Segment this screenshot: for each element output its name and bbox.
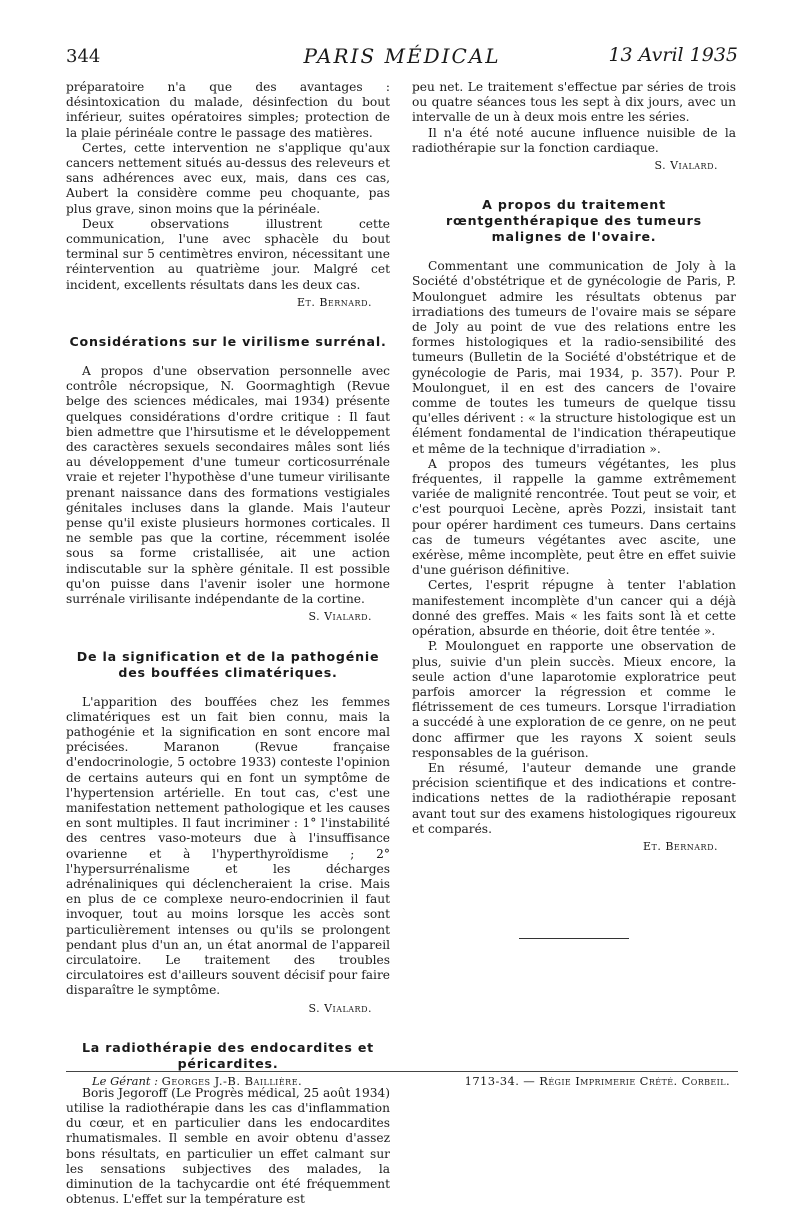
right-column [412, 80, 736, 939]
footer-manager [92, 1074, 302, 1088]
separator-rule [519, 938, 629, 939]
paragraph: Boris Jegoroff (Le Progrès médical, 25 août 1934) utilise la radiothérapie dans les cas d'inflammation du cœur, et en particulier dans les endocardites rhumatismales. Il semble en avoir obtenu d'assez bons résultats, en particulier un effet calmant sur les sensations subjectives des malades, la diminution de la tachycardie ont été fréquemment obtenus. L'effet sur la température est [66, 1085, 390, 1207]
footer-printer: 1713-34. — Régie Imprimerie Crété. Corbeil. [464, 1074, 730, 1088]
author-signature: Et. Bernard. [296, 295, 372, 309]
paragraph: Il n'a été noté aucune influence nuisible de la radiothérapie sur la fonction cardiaque. [412, 125, 736, 155]
footer-manager-name: Georges J.-B. Baillière. [161, 1074, 303, 1088]
paragraph: Certes, cette intervention ne s'applique qu'aux cancers nettement situés au-dessus des releveurs et sans adhérences avec eux, mais, dans ces cas, Aubert la considère comme peu choquante, pas plus grave, sinon moins que la périnéale. [66, 140, 390, 216]
page-number: 344 [66, 46, 101, 67]
paragraph: En résumé, l'auteur demande une grande précision scientifique et des indications et contre-indications nettes de la radiothérapie reposant avant tout sur des examens histologiques rigoureux et comparés. [412, 760, 736, 836]
journal-title: PARIS MÉDICAL [303, 44, 501, 68]
article-title-virilisme: Considérations sur le virilisme surrénal. [69, 334, 387, 350]
paragraph: peu net. Le traitement s'effectue par séries de trois ou quatre séances tous les sept à dix jours, avec un intervalle de un à deux mois entre les séries. [412, 80, 736, 125]
author-signature: S. Vialard. [308, 1001, 372, 1015]
author-signature: S. Vialard. [308, 610, 372, 624]
paragraph: P. Moulonguet en rapporte une observation de plus, suivie d'un plein succès. Mieux encore, la seule action d'une laparotomie exploratrice peut parfois amorcer la régression et comme le flétrissement de ces tumeurs. Lorsque l'irradiation a succédé à une exploration de ce genre, on ne peut donc affirmer que les rayons X soient seuls responsables de la guérison. [412, 639, 736, 760]
paragraph: Deux observations illustrent cette communication, l'une avec sphacèle du bout terminal sur 5 centimètres environ, nécessitant une réintervention au quatrième jour. Malgré cet incident, excellents résultats dans les deux cas. [66, 216, 390, 292]
author-signature: S. Vialard. [654, 159, 718, 173]
running-header [66, 44, 738, 74]
paragraph: A propos d'une observation personnelle avec contrôle nécropsique, N. Goormaghtigh (Revue belge des sciences médicales, mai 1934) présente quelques considérations d'ordre critique : Il faut bien admettre que l'hirsutisme et le développement des caractères sexuels secondaires mâles sont liés au développement d'une tumeur corticosurrénale vraie et rejeter l'hypothèse d'une tumeur virilisante prenant naissance dans des formations vestigiales génitales incluses dans la glande. Mais l'auteur pense qu'il existe plusieurs hormones corticales. Il ne semble pas que la cortine, récemment isolée sous sa forme cristallisée, ait une action indiscutable sur la sphère génitale. Il est possible qu'on puisse dans l'avenir isoler une hormone surrénale virilisante indépendante de la cortine. [66, 364, 390, 607]
paragraph: préparatoire n'a que des avantages : désintoxication du malade, désinfection du bout inférieur, suites opératoires simples; protection de la plaie périnéale contre le passage des matières. [66, 80, 390, 140]
issue-date: 13 Avril 1935 [608, 44, 738, 66]
footer-manager-label: Le Gérant : [92, 1074, 159, 1088]
paragraph: A propos des tumeurs végétantes, les plus fréquentes, il rappelle la gamme extrêmement variée de malignité rencontrée. Tout peut se voir, et c'est pourquoi Lecène, après Pozzi, insistait tant pour opérer hardiment ces tumeurs. Dans certains cas de tumeurs végétantes avec ascite, une exérèse, même incomplète, peut être en effet suivie d'une guérison définitive. [412, 456, 736, 578]
article-title-ovaire: A propos du traitement rœntgenthérapique des tumeurs malignes de l'ovaire. [446, 197, 702, 245]
article-title-radiotherapie: La radiothérapie des endocardites et péricardites. [81, 1039, 374, 1071]
footer [66, 1074, 738, 1094]
paragraph: L'apparition des bouffées chez les femmes climatériques est un fait bien connu, mais la pathogénie et la signification en sont encore mal précisées. Maranon (Revue française d'endocrinologie, 5 octobre 1933) conteste l'opinion de certains auteurs qui en font un symptôme de l'hypertension artérielle. En tout cas, c'est une manifestation nettement pathologique et les causes en sont multiples. Il faut incriminer : 1° l'instabilité des centres vaso-moteurs due à l'insuffisance ovarienne et à l'hyperthyroïdisme ; 2° l'hypersurrénalisme et les décharges adrénaliniques qui déclencheraient la crise. Mais en plus de ce complexe neuro-endocrinien il faut invoquer, tout au moins lorsque les accès sont particulièrement intenses ou qu'ils se prolongent pendant plus d'un an, un état anormal de l'appareil circulatoire. Le traitement des troubles circulatoires est d'ailleurs souvent décisif pour faire disparaître le symptôme. [66, 694, 390, 998]
paragraph: Certes, l'esprit répugne à tenter l'ablation manifestement incomplète d'un cancer qui a déjà donné des greffes. Mais « les faits sont là et cette opération, absurde en théorie, doit être tentée ». [412, 578, 736, 639]
footer-rule [66, 1071, 738, 1072]
article-title-bouffees: De la signification et de la pathogénie des bouffées climatériques. [76, 648, 380, 680]
left-column [66, 80, 390, 1207]
author-signature: Et. Bernard. [642, 839, 718, 853]
paragraph: Commentant une communication de Joly à la Société d'obstétrique et de gynécologie de Paris, P. Moulonguet admire les résultats obtenus par irradiations des tumeurs de l'ovaire mais se sépare de Joly au point de vue des relations entre les formes histologiques et la radio-sensibilité des tumeurs (Bulletin de la Société d'obstétrique et de gynécologie de Paris, mai 1934, p. 357). Pour P. Moulonguet, il en est des cancers de l'ovaire comme de toutes les tumeurs de quelque tissu qu'elles dérivent : « la structure histologique est un élément fondamental de l'indication thérapeutique et même de la technique d'irradiation ». [412, 259, 736, 456]
